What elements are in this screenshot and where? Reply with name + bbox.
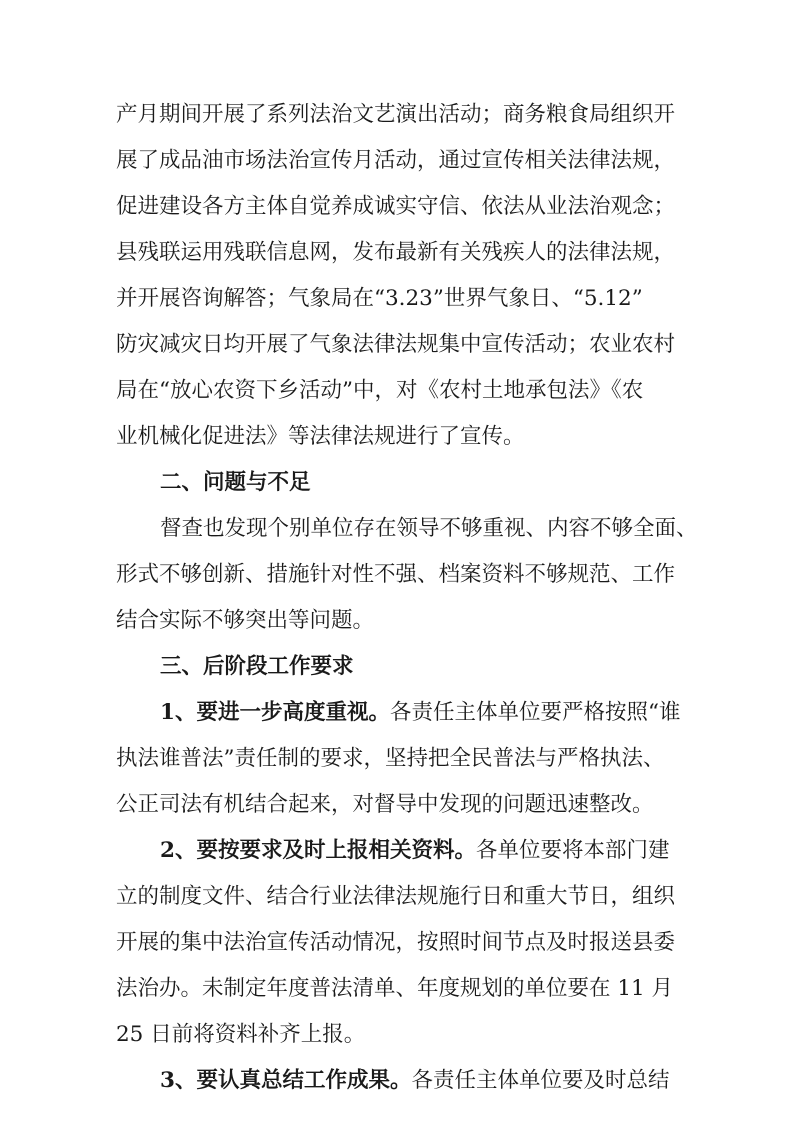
item-2-rest: 各单位要将本部门建 xyxy=(475,838,670,863)
paragraph-line: 促进建设各方主体自觉养成诚实守信、依法从业法治观念； xyxy=(116,194,676,219)
item-1-first-line xyxy=(160,698,740,728)
item-1-rest: 各责任主体单位要严格按照“谁 xyxy=(389,700,681,725)
paragraph-line: 开展的集中法治宣传活动情况，按照时间节点及时报送县委 xyxy=(116,930,676,955)
paragraph-line: 执法谁普法”责任制的要求，坚持把全民普法与严格执法、 xyxy=(116,746,665,771)
paragraph-line: 产月期间开展了系列法治文艺演出活动；商务粮食局组织开 xyxy=(116,102,676,127)
paragraph-line: 县残联运用残联信息网，发布最新有关残疾人的法律法规， xyxy=(116,240,676,265)
item-3-lead: 3、要认真总结工作成果。 xyxy=(160,1068,412,1093)
paragraph-line: 防灾减灾日均开展了气象法律法规集中宣传活动；农业农村 xyxy=(116,332,676,357)
item-3-first-line xyxy=(160,1066,740,1096)
item-2-first-line xyxy=(160,836,740,866)
section-heading-requirements: 三、后阶段工作要求 xyxy=(160,654,354,679)
paragraph-line: 展了成品油市场法治宣传月活动，通过宣传相关法律法规， xyxy=(116,148,676,173)
item-1-lead: 1、要进一步高度重视。 xyxy=(160,700,390,725)
item-2-lead: 2、要按要求及时上报相关资料。 xyxy=(160,838,476,863)
paragraph-line: 立的制度文件、结合行业法律法规施行日和重大节日，组织 xyxy=(116,884,676,909)
section-heading-problems: 二、问题与不足 xyxy=(160,470,311,495)
paragraph-line: 局在“放心农资下乡活动”中，对《农村土地承包法》《农 xyxy=(116,378,644,403)
paragraph-line: 法治办。未制定年度普法清单、年度规划的单位要在 11 月 xyxy=(116,976,674,1001)
paragraph-line: 形式不够创新、措施针对性不强、档案资料不够规范、工作 xyxy=(116,562,676,587)
paragraph-line: 25 日前将资料补齐上报。 xyxy=(116,1022,366,1047)
paragraph-line: 并开展咨询解答；气象局在“3.23”世界气象日、“5.12” xyxy=(116,286,643,311)
paragraph-line: 业机械化促进法》等法律法规进行了宣传。 xyxy=(116,424,525,449)
paragraph-line: 督查也发现个别单位存在领导不够重视、内容不够全面、 xyxy=(160,516,698,541)
paragraph-line: 结合实际不够突出等问题。 xyxy=(116,608,375,633)
paragraph-line: 公正司法有机结合起来，对督导中发现的问题迅速整改。 xyxy=(116,792,654,817)
item-3-rest: 各责任主体单位要及时总结 xyxy=(411,1068,670,1093)
